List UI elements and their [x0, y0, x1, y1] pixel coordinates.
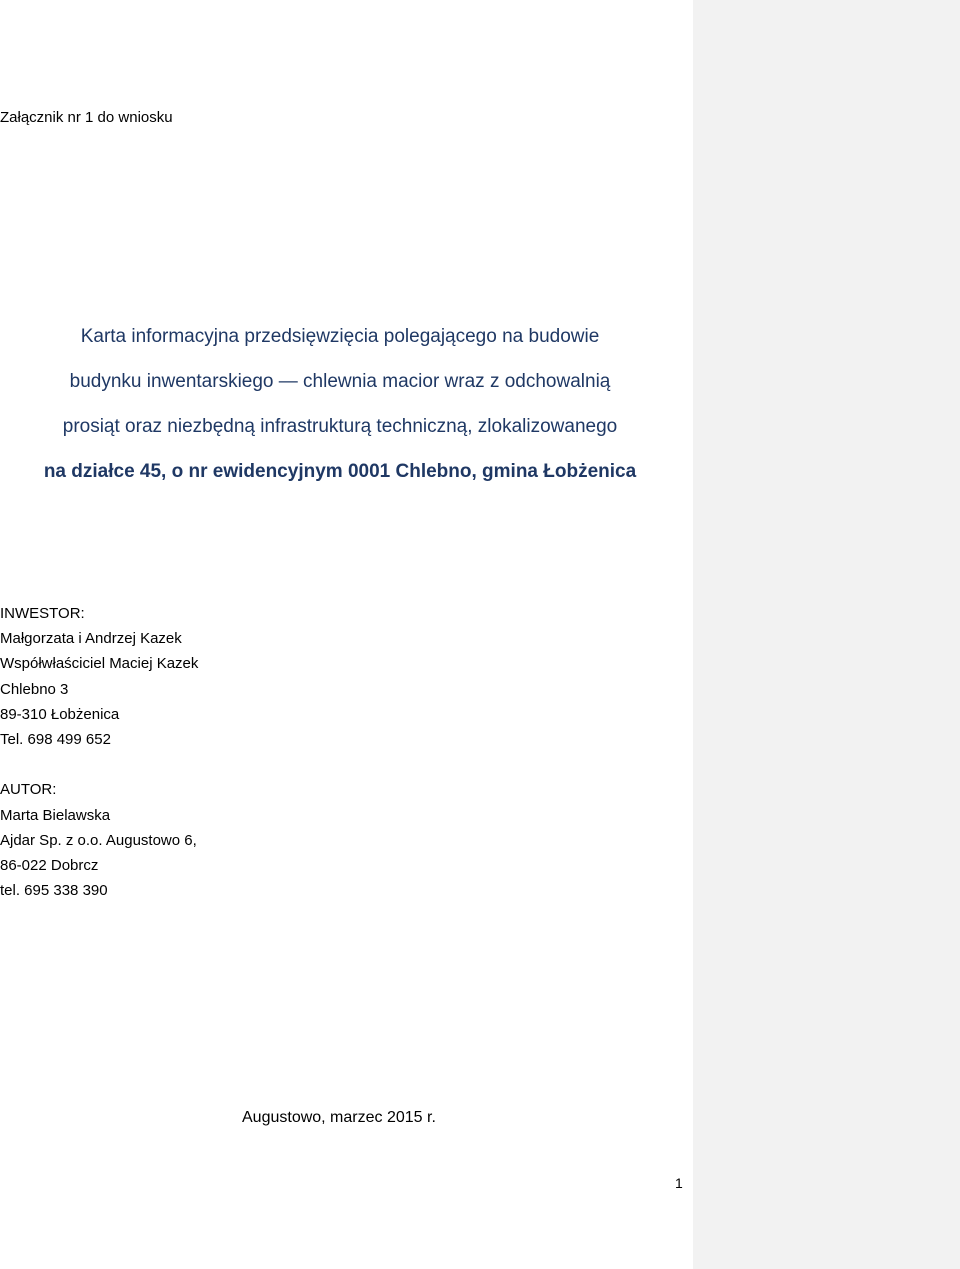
author-phone: tel. 695 338 390	[0, 882, 108, 900]
title-line: prosiąt oraz niezbędną infrastrukturą techniczną, zlokalizowanego	[62, 416, 618, 437]
investor-heading: INWESTOR:	[0, 605, 85, 622]
title-line-location: na działce 45, o nr ewidencyjnym 0001 Chlebno, gmina Łobżenica	[43, 461, 637, 482]
investor-names: Małgorzata i Andrzej Kazek	[0, 630, 182, 648]
attachment-label: Załącznik nr 1 do wniosku	[0, 109, 173, 126]
margin-panel	[693, 0, 960, 1269]
investor-postal-code: 89-310 Łobżenica	[0, 705, 120, 723]
title-line: budynku inwentarskiego — chlewnia macior wraz z odchowalnią	[69, 371, 611, 392]
investor-address: Chlebno 3	[0, 680, 69, 698]
author-name: Marta Bielawska	[0, 806, 111, 824]
document-title	[0, 314, 680, 494]
author-postal-code: 86-022 Dobrcz	[0, 857, 99, 875]
investor-phone: Tel. 698 499 652	[0, 731, 111, 749]
author-company: Ajdar Sp. z o.o. Augustowo 6,	[0, 831, 197, 849]
title-line: Karta informacyjna przedsięwzięcia polegającego na budowie	[80, 326, 600, 347]
author-heading: AUTOR:	[0, 781, 57, 799]
investor-coowner: Współwłaściciel Maciej Kazek	[0, 655, 199, 673]
section-spacer	[0, 752, 198, 777]
page-number: 1	[675, 1175, 683, 1191]
investor-author-info	[0, 601, 198, 903]
place-date: Augustowo, marzec 2015 r.	[242, 1109, 436, 1126]
